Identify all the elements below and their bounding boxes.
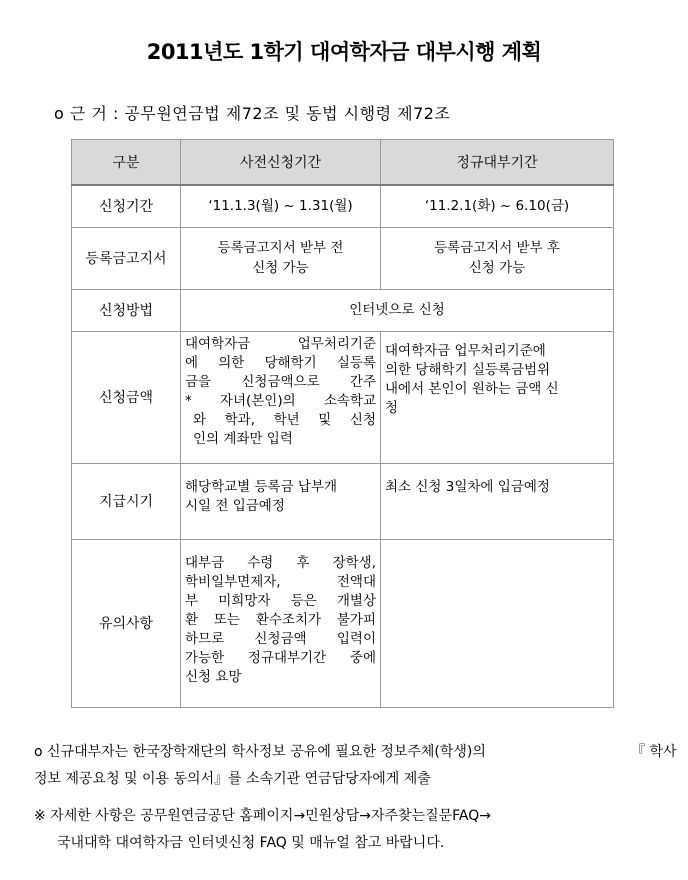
period-regular: ‘11.2.1(화) ~ 6.10(금) xyxy=(381,185,614,227)
method-both: 인터넷으로 신청 xyxy=(181,289,614,331)
row-label-period: 신청기간 xyxy=(72,185,181,227)
reference-note xyxy=(34,803,491,857)
reference-line2: 국내대학 대여학자금 인터넷신청 FAQ 및 매뉴얼 참고 바랍니다. xyxy=(57,835,445,851)
notes-pre-line: 학비일부면제자, 전액대 xyxy=(185,573,376,590)
tuition-notice-pre-line2: 신청 가능 xyxy=(252,260,309,276)
tuition-notice-regular-line1: 등록금고지서 받부 후 xyxy=(434,240,560,256)
reference-line1: ※ 자세한 사항은 공무원연금공단 홈페이지→민원상담→자주찾는질문FAQ→ xyxy=(34,808,491,824)
payment-pre-line: 해당학교별 등록금 납부개 xyxy=(185,478,338,495)
amount-regular-line: 의한 당해학기 실등록금범위 xyxy=(385,361,551,378)
new-borrower-line2: 정보 제공요청 및 이용 동의서』를 소속기관 연금담당자에게 제출 xyxy=(34,771,431,787)
payment-regular-line: 최소 신청 3일차에 입금예정 xyxy=(385,478,550,495)
table-row-notes xyxy=(72,539,614,707)
amount-regular-line: 내에서 본인이 원하는 금액 신 xyxy=(385,380,559,397)
row-label-method: 신청방법 xyxy=(72,289,181,331)
row-label-payment: 지급시기 xyxy=(72,463,181,539)
amount-regular-line: 대여학자금 업무처리기준에 xyxy=(385,342,546,359)
tuition-notice-pre-line1: 등록금고지서 받부 전 xyxy=(217,240,344,256)
table-row-period xyxy=(72,185,614,227)
new-borrower-line1: o 신규대부자는 한국장학재단의 학사정보 공유에 필요한 정보주체(학생)의 xyxy=(34,744,486,760)
row-label-tuition-notice: 등록금고지서 xyxy=(72,227,181,289)
table-row-payment xyxy=(72,463,614,539)
notes-regular-empty xyxy=(381,539,614,707)
amount-pre-line: 대여학자금 업무처리기준 xyxy=(185,335,376,352)
notes-pre-line: 가능한 정규대부기간 중에 xyxy=(185,649,376,666)
amount-pre xyxy=(181,331,381,463)
notes-pre-line: 부 미희망자 등은 개별상 xyxy=(185,592,376,609)
tuition-notice-regular-line2: 신청 가능 xyxy=(468,260,526,276)
tuition-notice-regular xyxy=(381,227,614,289)
table-row-tuition-notice xyxy=(72,227,614,289)
notes-pre-line: 하므로 신청금액 입력이 xyxy=(185,630,376,647)
row-label-notes: 유의사항 xyxy=(72,539,181,707)
table-row-method xyxy=(72,289,614,331)
amount-pre-line: 에 의한 당해학기 실등록 xyxy=(185,354,376,371)
amount-pre-line: 와 학과, 학년 및 신청 xyxy=(193,411,376,428)
notes-pre xyxy=(181,539,381,707)
notes-pre-line: 대부금 수령 후 장학생, xyxy=(185,554,376,571)
document-title: 2011년도 1학기 대여학자금 대부시행 계획 xyxy=(146,40,542,64)
header-regular-loan: 정규대부기간 xyxy=(381,140,614,186)
header-pre-application: 사전신청기간 xyxy=(181,140,381,186)
tuition-notice-pre xyxy=(181,227,381,289)
amount-pre-line: 인의 계좌만 입력 xyxy=(193,430,293,447)
new-borrower-note xyxy=(34,739,677,793)
new-borrower-quote-open: 『 학사 xyxy=(631,744,677,760)
loan-plan-table xyxy=(71,139,614,708)
payment-regular xyxy=(381,463,614,539)
period-pre: ‘11.1.3(월) ~ 1.31(월) xyxy=(181,185,381,227)
header-category: 구분 xyxy=(72,140,181,186)
amount-regular xyxy=(381,331,614,463)
amount-regular-line: 청 xyxy=(385,399,399,416)
notes-pre-line: 환 또는 환수조치가 불가피 xyxy=(185,611,376,628)
amount-pre-line: 금을 신청금액으로 간주 xyxy=(185,373,376,390)
row-label-amount: 신청금액 xyxy=(72,331,181,463)
notes-pre-line: 신청 요망 xyxy=(185,668,242,685)
payment-pre xyxy=(181,463,381,539)
table-header-row xyxy=(72,140,614,186)
amount-pre-line: * 자녀(본인)의 소속학교 xyxy=(185,392,376,409)
payment-pre-line: 시일 전 입금예정 xyxy=(185,497,285,514)
legal-basis: o 근 거 : 공무원연금법 제72조 및 동법 시행령 제72조 xyxy=(54,104,451,123)
table-row-amount xyxy=(72,331,614,463)
